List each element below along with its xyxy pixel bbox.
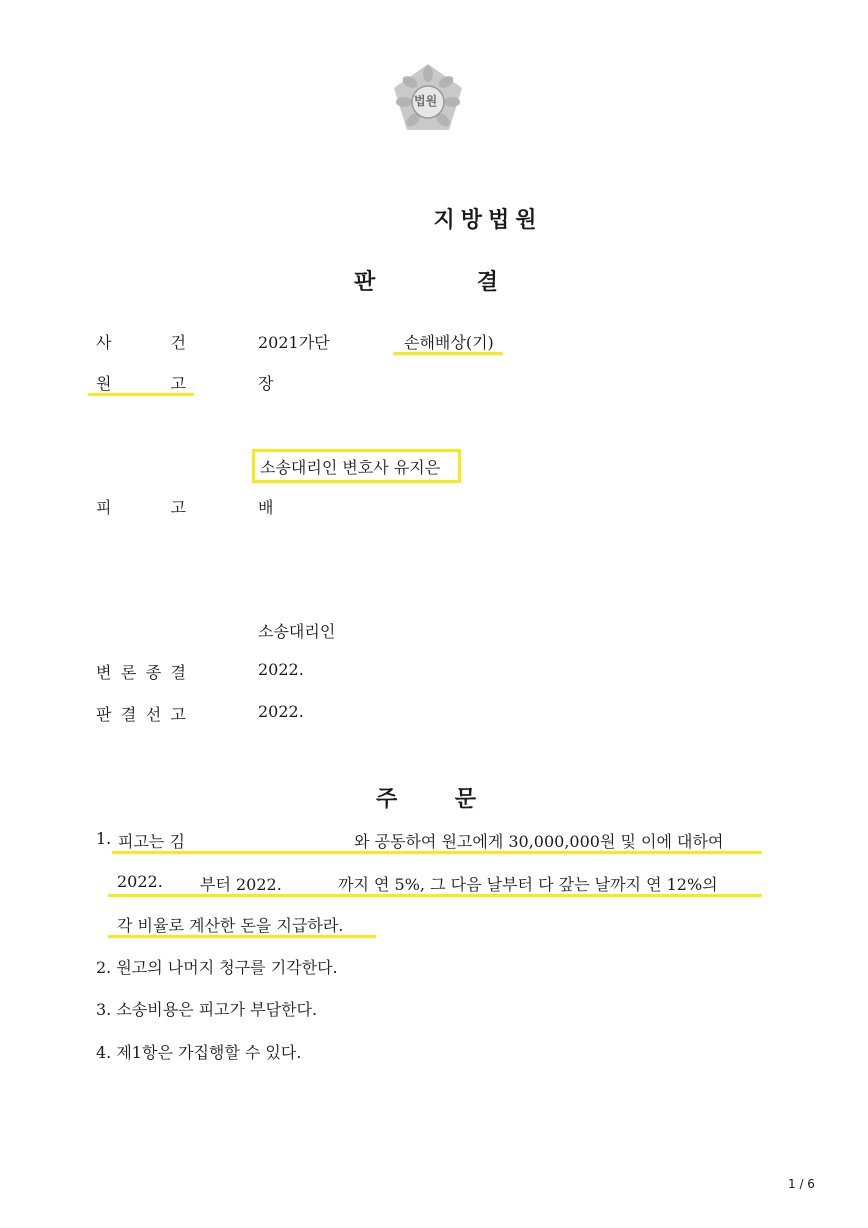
case-number: 2021가단 [258, 333, 330, 352]
order-3: 3. 소송비용은 피고가 부담한다. [96, 1000, 318, 1019]
order-2: 2. 원고의 나머지 청구를 기각한다. [96, 958, 338, 977]
order-1-line1-highlight [112, 851, 762, 854]
page-number: 1 / 6 [788, 1177, 815, 1191]
order-1-line1-b: 와 공동하여 원고에게 30,000,000원 및 이에 대하여 [354, 832, 724, 851]
case-name: 손해배상(기) [404, 333, 494, 352]
title-char-2: 결 [476, 270, 498, 295]
order-1-line3-highlight [108, 935, 376, 938]
defendant-agent: 소송대리인 [258, 622, 336, 641]
closing-label: 변 론 종 결 [96, 663, 186, 682]
court-seal-logo [388, 62, 468, 134]
document-title [354, 265, 498, 296]
order-4: 4. 제1항은 가집행할 수 있다. [96, 1043, 302, 1062]
seal-text: 법원 [414, 94, 438, 108]
order-1-line2-b: 부터 2022. [200, 875, 282, 894]
order-1-line2-c: 까지 연 5%, 그 다음 날부터 다 갚는 날까지 연 12%의 [338, 875, 718, 894]
plaintiff-label-highlight [88, 393, 194, 396]
defendant-label: 피 고 [96, 498, 186, 517]
court-name: 지방법원 [433, 208, 543, 233]
main-section-title: 주 문 [376, 787, 476, 812]
defendant-name: 배 [258, 498, 274, 517]
plaintiff-agent: 소송대리인 변호사 유지은 [260, 458, 441, 477]
plaintiff-label: 원 고 [96, 374, 186, 393]
case-label: 사 건 [96, 333, 186, 352]
sentence-date: 2022. [258, 702, 304, 721]
case-name-highlight [393, 352, 503, 355]
order-1-number: 1. [96, 829, 112, 848]
title-char-1: 판 [354, 270, 376, 295]
sentence-label: 판 결 선 고 [96, 705, 186, 724]
order-1-line3: 각 비율로 계산한 돈을 지급하라. [117, 916, 344, 935]
plaintiff-name: 장 [258, 374, 274, 393]
order-1-line2-highlight [108, 894, 762, 897]
order-1-line2-a: 2022. [117, 872, 163, 891]
closing-date: 2022. [258, 660, 304, 679]
order-1-line1-a: 피고는 김 [118, 832, 185, 851]
